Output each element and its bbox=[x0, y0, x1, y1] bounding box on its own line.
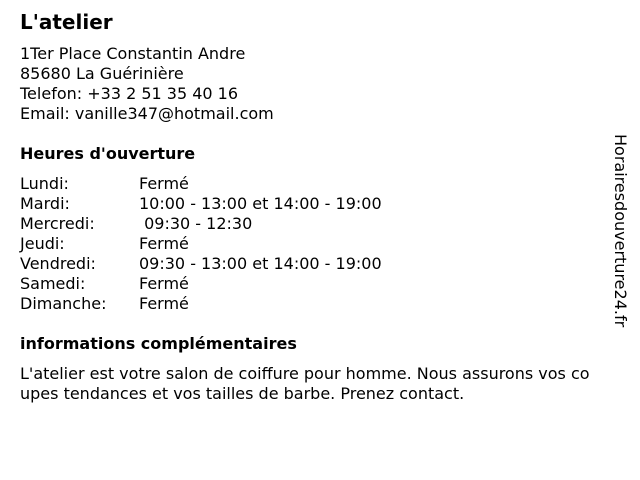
day-label: Samedi: bbox=[20, 274, 86, 293]
day-label: Lundi: bbox=[20, 174, 69, 193]
phone-line: Telefon: +33 2 51 35 40 16 bbox=[20, 84, 239, 103]
hours-value: Fermé bbox=[139, 274, 189, 293]
hours-value: Fermé bbox=[139, 234, 189, 253]
info-description: L'atelier est votre salon de coiffure pour homme. Nous assurons vos coupes tendances et vos tailles de barbe. Prenez contact. bbox=[20, 364, 590, 403]
info-heading: informations complémentaires bbox=[20, 334, 297, 353]
address-street: 1Ter Place Constantin Andre bbox=[20, 44, 246, 63]
business-name: L'atelier bbox=[20, 10, 113, 34]
address-city: 85680 La Guérinière bbox=[20, 64, 184, 83]
hours-value: 10:00 - 13:00 et 14:00 - 19:00 bbox=[139, 194, 382, 213]
hours-value: 09:30 - 13:00 et 14:00 - 19:00 bbox=[139, 254, 382, 273]
day-label: Mercredi: bbox=[20, 214, 95, 233]
hours-value: Fermé bbox=[139, 294, 189, 313]
site-credit: Horairesdouverture24.fr bbox=[611, 134, 630, 328]
day-label: Jeudi: bbox=[20, 234, 65, 253]
hours-value: Fermé bbox=[139, 174, 189, 193]
email-line: Email: vanille347@hotmail.com bbox=[20, 104, 274, 123]
hours-heading: Heures d'ouverture bbox=[20, 144, 196, 163]
contact-block bbox=[20, 44, 274, 124]
day-label: Vendredi: bbox=[20, 254, 96, 273]
hours-value: 09:30 - 12:30 bbox=[139, 214, 253, 233]
day-label: Mardi: bbox=[20, 194, 70, 213]
day-label: Dimanche: bbox=[20, 294, 107, 313]
